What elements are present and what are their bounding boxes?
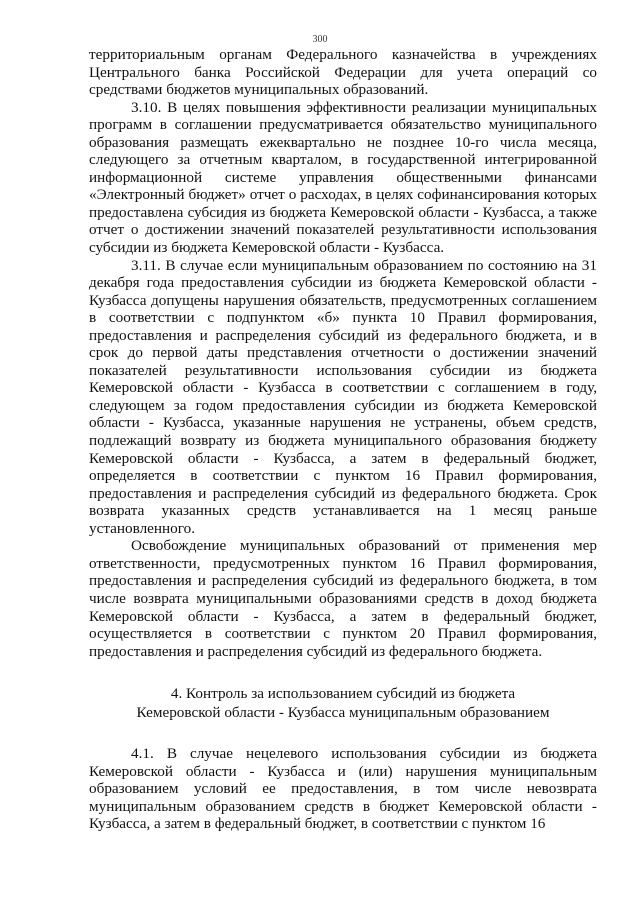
document-body: [89, 46, 597, 833]
section-heading: [89, 684, 597, 722]
paragraph-3-10: 3.10. В целях повышения эффективности реализации муниципальных программ в соглашении предусматривается обязательство муниципального образования размещать ежеквартально не позднее 10-го числа месяца, следующего за отчетным кварталом, в государственной интегрированной информационной системе управления общественными финансами «Электронный бюджет» отчет о расходах, в целях софинансирования которых предоставлена субсидия из бюджета Кемеровской области - Кузбасса, а также отчет о достижении значений показателей результативности использования субсидии из бюджета Кемеровской области - Кузбасса.: [89, 98, 597, 257]
section-heading-line-2: Кемеровской области - Кузбасса муниципальным образованием: [136, 704, 550, 722]
page-number: 300: [312, 34, 328, 45]
paragraph-4-1: 4.1. В случае нецелевого использования субсидии из бюджета Кемеровской области - Кузбасса и (или) нарушения муниципальным образованием условий ее предоставления, в том числе невозврата муниципальным образованием средств в бюджет Кемеровской области - Кузбасса, а затем в федеральный бюджет, в соответствии с пунктом 16: [89, 745, 597, 833]
paragraph-continuation: территориальным органам Федерального казначейства в учреждениях Центрального банка Российской Федерации для учета операций со средствами бюджетов муниципальных образований.: [89, 46, 597, 99]
paragraph-3-11: 3.11. В случае если муниципальным образованием по состоянию на 31 декабря года предоставления субсидии из бюджета Кемеровской области - Кузбасса допущены нарушения обязательств, предусмотренных соглашением в соответствии с подпунктом «б» пункта 10 Правил формирования, предоставления и распределения субсидий из федерального бюджета, и в срок до первой даты представления отчетности о достижении значений показателей результативности использования субсидии из бюджета Кемеровской области - Кузбасса в соответствии с соглашением в году, следующем за годом предоставления субсидии из бюджета Кемеровской области - Кузбасса, указанные нарушения не устранены, объем средств, подлежащий возврату из бюджета муниципального образования бюджету Кемеровской области - Кузбасса, а затем в федеральный бюджет, определяется в соответствии с пунктом 16 Правил формирования, предоставления и распределения субсидий из федерального бюджета. Срок возврата указанных средств устанавливается на 1 месяц раньше установленного.: [89, 256, 597, 537]
paragraph-release-from-liability: Освобождение муниципальных образований от применения мер ответственности, предусмотренных пунктом 16 Правил формирования, предоставления и распределения субсидий из федерального бюджета, в том числе возврата муниципальными образованиями средств в доход бюджета Кемеровской области - Кузбасса, а затем в федеральный бюджет, осуществляется в соответствии с пунктом 20 Правил формирования, предоставления и распределения субсидий из федерального бюджета.: [89, 537, 597, 660]
section-heading-line-1: 4. Контроль за использованием субсидий из бюджета: [170, 685, 516, 703]
